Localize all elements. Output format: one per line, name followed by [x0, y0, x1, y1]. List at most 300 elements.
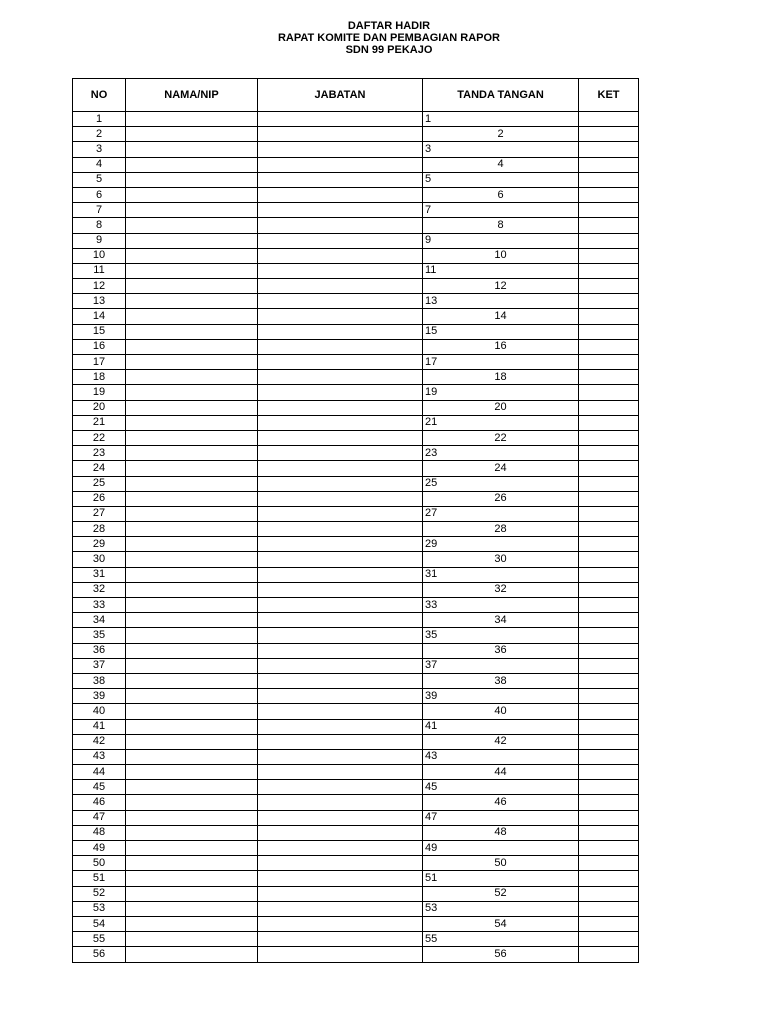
jabatan-cell[interactable] [258, 385, 423, 400]
jabatan-cell[interactable] [258, 355, 423, 370]
ket-cell[interactable] [579, 552, 639, 567]
ket-cell[interactable] [579, 795, 639, 810]
signature-cell[interactable] [423, 734, 579, 749]
signature-cell[interactable] [423, 491, 579, 506]
signature-cell[interactable] [423, 825, 579, 840]
nama-nip-cell[interactable] [126, 871, 258, 886]
signature-cell[interactable] [423, 127, 579, 142]
jabatan-cell[interactable] [258, 309, 423, 324]
signature-cell[interactable] [423, 537, 579, 552]
ket-cell[interactable] [579, 279, 639, 294]
ket-cell[interactable] [579, 491, 639, 506]
jabatan-cell[interactable] [258, 780, 423, 795]
table-row [73, 704, 639, 719]
table-row [73, 446, 639, 461]
nama-nip-cell[interactable] [126, 187, 258, 202]
nama-nip-cell[interactable] [126, 886, 258, 901]
signature-slot-number: 55 [425, 932, 438, 945]
signature-cell[interactable] [423, 370, 579, 385]
ket-cell[interactable] [579, 643, 639, 658]
table-header-row [73, 79, 639, 112]
jabatan-cell[interactable] [258, 506, 423, 521]
table-row [73, 112, 639, 127]
table-row [73, 856, 639, 871]
nama-nip-cell[interactable] [126, 461, 258, 476]
jabatan-cell[interactable] [258, 795, 423, 810]
signature-slot-number: 25 [425, 477, 438, 490]
nama-nip-cell[interactable] [126, 309, 258, 324]
jabatan-cell[interactable] [258, 112, 423, 127]
ket-cell[interactable] [579, 294, 639, 309]
signature-slot-number: 41 [425, 720, 438, 733]
nama-nip-cell[interactable] [126, 613, 258, 628]
ket-cell[interactable] [579, 734, 639, 749]
row-number: 56 [73, 947, 126, 962]
signature-cell[interactable] [423, 749, 579, 764]
row-number: 8 [73, 218, 126, 233]
row-number: 6 [73, 187, 126, 202]
signature-cell[interactable] [423, 324, 579, 339]
table-row [73, 673, 639, 688]
ket-cell[interactable] [579, 355, 639, 370]
nama-nip-cell[interactable] [126, 157, 258, 172]
jabatan-cell[interactable] [258, 537, 423, 552]
title-line-1: DAFTAR HADIR [347, 20, 431, 32]
row-number: 44 [73, 765, 126, 780]
ket-cell[interactable] [579, 370, 639, 385]
signature-cell[interactable] [423, 871, 579, 886]
signature-cell[interactable] [423, 552, 579, 567]
jabatan-cell[interactable] [258, 491, 423, 506]
signature-slot-number: 52 [494, 887, 507, 900]
table-row [73, 400, 639, 415]
row-number: 25 [73, 476, 126, 491]
nama-nip-cell[interactable] [126, 491, 258, 506]
ket-cell[interactable] [579, 127, 639, 142]
signature-cell[interactable] [423, 172, 579, 187]
signature-slot-number: 45 [425, 780, 438, 793]
signature-cell[interactable] [423, 400, 579, 415]
jabatan-cell[interactable] [258, 841, 423, 856]
table-row [73, 339, 639, 354]
column-header-tanda-tangan: TANDA TANGAN [423, 79, 579, 112]
signature-cell[interactable] [423, 218, 579, 233]
ket-cell[interactable] [579, 506, 639, 521]
ket-cell[interactable] [579, 476, 639, 491]
table-row [73, 142, 639, 157]
nama-nip-cell[interactable] [126, 446, 258, 461]
jabatan-cell[interactable] [258, 734, 423, 749]
jabatan-cell[interactable] [258, 567, 423, 582]
ket-cell[interactable] [579, 446, 639, 461]
ket-cell[interactable] [579, 415, 639, 430]
table-row [73, 263, 639, 278]
jabatan-cell[interactable] [258, 157, 423, 172]
signature-cell[interactable] [423, 294, 579, 309]
row-number: 30 [73, 552, 126, 567]
row-number: 10 [73, 248, 126, 263]
ket-cell[interactable] [579, 689, 639, 704]
signature-cell[interactable] [423, 157, 579, 172]
table-row [73, 825, 639, 840]
ket-cell[interactable] [579, 841, 639, 856]
nama-nip-cell[interactable] [126, 856, 258, 871]
signature-cell[interactable] [423, 658, 579, 673]
ket-cell[interactable] [579, 157, 639, 172]
signature-cell[interactable] [423, 947, 579, 962]
jabatan-cell[interactable] [258, 172, 423, 187]
table-row [73, 886, 639, 901]
signature-cell[interactable] [423, 430, 579, 445]
row-number: 2 [73, 127, 126, 142]
nama-nip-cell[interactable] [126, 430, 258, 445]
jabatan-cell[interactable] [258, 871, 423, 886]
nama-nip-cell[interactable] [126, 947, 258, 962]
ket-cell[interactable] [579, 704, 639, 719]
nama-nip-cell[interactable] [126, 415, 258, 430]
nama-nip-cell[interactable] [126, 734, 258, 749]
ket-cell[interactable] [579, 567, 639, 582]
jabatan-cell[interactable] [258, 430, 423, 445]
signature-slot-number: 5 [425, 173, 432, 186]
nama-nip-cell[interactable] [126, 537, 258, 552]
ket-cell[interactable] [579, 613, 639, 628]
row-number: 51 [73, 871, 126, 886]
signature-cell[interactable] [423, 841, 579, 856]
signature-slot-number: 39 [425, 689, 438, 702]
signature-cell[interactable] [423, 248, 579, 263]
signature-cell[interactable] [423, 643, 579, 658]
row-number: 4 [73, 157, 126, 172]
signature-cell[interactable] [423, 187, 579, 202]
table-row [73, 218, 639, 233]
signature-cell[interactable] [423, 795, 579, 810]
jabatan-cell[interactable] [258, 643, 423, 658]
nama-nip-cell[interactable] [126, 506, 258, 521]
signature-cell[interactable] [423, 916, 579, 931]
jabatan-cell[interactable] [258, 598, 423, 613]
nama-nip-cell[interactable] [126, 673, 258, 688]
table-row [73, 932, 639, 947]
signature-cell[interactable] [423, 673, 579, 688]
signature-cell[interactable] [423, 355, 579, 370]
jabatan-cell[interactable] [258, 749, 423, 764]
signature-slot-number: 3 [425, 142, 432, 155]
ket-cell[interactable] [579, 901, 639, 916]
row-number: 31 [73, 567, 126, 582]
row-number: 29 [73, 537, 126, 552]
row-number: 7 [73, 203, 126, 218]
jabatan-cell[interactable] [258, 446, 423, 461]
nama-nip-cell[interactable] [126, 355, 258, 370]
ket-cell[interactable] [579, 719, 639, 734]
column-header-jabatan: JABATAN [258, 79, 423, 112]
jabatan-cell[interactable] [258, 370, 423, 385]
ket-cell[interactable] [579, 628, 639, 643]
signature-cell[interactable] [423, 901, 579, 916]
signature-slot-number: 26 [494, 492, 507, 505]
jabatan-cell[interactable] [258, 719, 423, 734]
row-number: 47 [73, 810, 126, 825]
nama-nip-cell[interactable] [126, 810, 258, 825]
ket-cell[interactable] [579, 218, 639, 233]
nama-nip-cell[interactable] [126, 552, 258, 567]
nama-nip-cell[interactable] [126, 218, 258, 233]
signature-cell[interactable] [423, 780, 579, 795]
signature-slot-number: 11 [425, 264, 437, 277]
jabatan-cell[interactable] [258, 218, 423, 233]
nama-nip-cell[interactable] [126, 765, 258, 780]
nama-nip-cell[interactable] [126, 476, 258, 491]
jabatan-cell[interactable] [258, 461, 423, 476]
nama-nip-cell[interactable] [126, 582, 258, 597]
row-number: 19 [73, 385, 126, 400]
ket-cell[interactable] [579, 187, 639, 202]
signature-cell[interactable] [423, 263, 579, 278]
signature-cell[interactable] [423, 856, 579, 871]
nama-nip-cell[interactable] [126, 749, 258, 764]
ket-cell[interactable] [579, 886, 639, 901]
ket-cell[interactable] [579, 825, 639, 840]
ket-cell[interactable] [579, 339, 639, 354]
jabatan-cell[interactable] [258, 522, 423, 537]
nama-nip-cell[interactable] [126, 400, 258, 415]
signature-cell[interactable] [423, 142, 579, 157]
ket-cell[interactable] [579, 749, 639, 764]
nama-nip-cell[interactable] [126, 598, 258, 613]
ket-cell[interactable] [579, 598, 639, 613]
jabatan-cell[interactable] [258, 916, 423, 931]
signature-cell[interactable] [423, 598, 579, 613]
nama-nip-cell[interactable] [126, 689, 258, 704]
nama-nip-cell[interactable] [126, 324, 258, 339]
row-number: 45 [73, 780, 126, 795]
column-header-nama: NAMA/NIP [126, 79, 258, 112]
signature-slot-number: 51 [425, 871, 438, 884]
signature-slot-number: 54 [494, 917, 507, 930]
ket-cell[interactable] [579, 385, 639, 400]
signature-cell[interactable] [423, 765, 579, 780]
table-row [73, 734, 639, 749]
jabatan-cell[interactable] [258, 552, 423, 567]
signature-slot-number: 24 [494, 461, 507, 474]
ket-cell[interactable] [579, 324, 639, 339]
nama-nip-cell[interactable] [126, 628, 258, 643]
jabatan-cell[interactable] [258, 613, 423, 628]
ket-cell[interactable] [579, 309, 639, 324]
jabatan-cell[interactable] [258, 187, 423, 202]
row-number: 53 [73, 901, 126, 916]
nama-nip-cell[interactable] [126, 916, 258, 931]
signature-cell[interactable] [423, 522, 579, 537]
row-number: 21 [73, 415, 126, 430]
row-number: 41 [73, 719, 126, 734]
jabatan-cell[interactable] [258, 856, 423, 871]
signature-slot-number: 34 [494, 613, 507, 626]
ket-cell[interactable] [579, 430, 639, 445]
ket-cell[interactable] [579, 916, 639, 931]
signature-slot-number: 22 [494, 431, 507, 444]
nama-nip-cell[interactable] [126, 704, 258, 719]
ket-cell[interactable] [579, 856, 639, 871]
jabatan-cell[interactable] [258, 142, 423, 157]
nama-nip-cell[interactable] [126, 203, 258, 218]
row-number: 32 [73, 582, 126, 597]
table-row [73, 658, 639, 673]
signature-slot-number: 7 [425, 203, 432, 216]
signature-cell[interactable] [423, 886, 579, 901]
ket-cell[interactable] [579, 582, 639, 597]
signature-cell[interactable] [423, 279, 579, 294]
ket-cell[interactable] [579, 780, 639, 795]
jabatan-cell[interactable] [258, 294, 423, 309]
attendance-table [72, 78, 639, 963]
nama-nip-cell[interactable] [126, 643, 258, 658]
jabatan-cell[interactable] [258, 886, 423, 901]
ket-cell[interactable] [579, 461, 639, 476]
ket-cell[interactable] [579, 765, 639, 780]
nama-nip-cell[interactable] [126, 901, 258, 916]
signature-cell[interactable] [423, 233, 579, 248]
ket-cell[interactable] [579, 871, 639, 886]
jabatan-cell[interactable] [258, 901, 423, 916]
nama-nip-cell[interactable] [126, 112, 258, 127]
jabatan-cell[interactable] [258, 324, 423, 339]
table-row [73, 506, 639, 521]
ket-cell[interactable] [579, 522, 639, 537]
jabatan-cell[interactable] [258, 673, 423, 688]
nama-nip-cell[interactable] [126, 233, 258, 248]
signature-cell[interactable] [423, 339, 579, 354]
jabatan-cell[interactable] [258, 810, 423, 825]
ket-cell[interactable] [579, 233, 639, 248]
nama-nip-cell[interactable] [126, 795, 258, 810]
ket-cell[interactable] [579, 112, 639, 127]
table-row [73, 810, 639, 825]
nama-nip-cell[interactable] [126, 172, 258, 187]
signature-cell[interactable] [423, 476, 579, 491]
column-header-no: NO [73, 79, 126, 112]
ket-cell[interactable] [579, 932, 639, 947]
jabatan-cell[interactable] [258, 400, 423, 415]
signature-cell[interactable] [423, 628, 579, 643]
signature-cell[interactable] [423, 203, 579, 218]
signature-cell[interactable] [423, 689, 579, 704]
row-number: 5 [73, 172, 126, 187]
jabatan-cell[interactable] [258, 658, 423, 673]
jabatan-cell[interactable] [258, 476, 423, 491]
ket-cell[interactable] [579, 658, 639, 673]
nama-nip-cell[interactable] [126, 719, 258, 734]
jabatan-cell[interactable] [258, 203, 423, 218]
signature-cell[interactable] [423, 446, 579, 461]
ket-cell[interactable] [579, 537, 639, 552]
jabatan-cell[interactable] [258, 628, 423, 643]
signature-cell[interactable] [423, 309, 579, 324]
nama-nip-cell[interactable] [126, 279, 258, 294]
row-number: 48 [73, 825, 126, 840]
jabatan-cell[interactable] [258, 689, 423, 704]
nama-nip-cell[interactable] [126, 825, 258, 840]
table-row [73, 749, 639, 764]
signature-slot-number: 42 [494, 735, 507, 748]
signature-cell[interactable] [423, 112, 579, 127]
signature-cell[interactable] [423, 506, 579, 521]
nama-nip-cell[interactable] [126, 370, 258, 385]
nama-nip-cell[interactable] [126, 142, 258, 157]
jabatan-cell[interactable] [258, 415, 423, 430]
nama-nip-cell[interactable] [126, 567, 258, 582]
signature-cell[interactable] [423, 932, 579, 947]
jabatan-cell[interactable] [258, 765, 423, 780]
jabatan-cell[interactable] [258, 947, 423, 962]
nama-nip-cell[interactable] [126, 339, 258, 354]
signature-cell[interactable] [423, 582, 579, 597]
ket-cell[interactable] [579, 947, 639, 962]
table-row [73, 689, 639, 704]
row-number: 54 [73, 916, 126, 931]
jabatan-cell[interactable] [258, 704, 423, 719]
signature-cell[interactable] [423, 385, 579, 400]
jabatan-cell[interactable] [258, 248, 423, 263]
ket-cell[interactable] [579, 172, 639, 187]
signature-slot-number: 47 [425, 811, 438, 824]
table-row [73, 947, 639, 962]
nama-nip-cell[interactable] [126, 841, 258, 856]
nama-nip-cell[interactable] [126, 127, 258, 142]
signature-cell[interactable] [423, 613, 579, 628]
jabatan-cell[interactable] [258, 825, 423, 840]
nama-nip-cell[interactable] [126, 248, 258, 263]
jabatan-cell[interactable] [258, 127, 423, 142]
ket-cell[interactable] [579, 142, 639, 157]
ket-cell[interactable] [579, 263, 639, 278]
signature-cell[interactable] [423, 461, 579, 476]
jabatan-cell[interactable] [258, 932, 423, 947]
jabatan-cell[interactable] [258, 582, 423, 597]
signature-slot-number: 23 [425, 446, 438, 459]
row-number: 28 [73, 522, 126, 537]
nama-nip-cell[interactable] [126, 658, 258, 673]
signature-cell[interactable] [423, 567, 579, 582]
jabatan-cell[interactable] [258, 263, 423, 278]
row-number: 37 [73, 658, 126, 673]
row-number: 52 [73, 886, 126, 901]
signature-cell[interactable] [423, 810, 579, 825]
nama-nip-cell[interactable] [126, 263, 258, 278]
signature-cell[interactable] [423, 704, 579, 719]
jabatan-cell[interactable] [258, 233, 423, 248]
jabatan-cell[interactable] [258, 279, 423, 294]
ket-cell[interactable] [579, 810, 639, 825]
ket-cell[interactable] [579, 673, 639, 688]
signature-slot-number: 14 [494, 310, 507, 323]
nama-nip-cell[interactable] [126, 932, 258, 947]
signature-slot-number: 4 [497, 158, 504, 171]
table-row [73, 233, 639, 248]
signature-slot-number: 49 [425, 841, 438, 854]
ket-cell[interactable] [579, 400, 639, 415]
ket-cell[interactable] [579, 248, 639, 263]
ket-cell[interactable] [579, 203, 639, 218]
nama-nip-cell[interactable] [126, 385, 258, 400]
jabatan-cell[interactable] [258, 339, 423, 354]
signature-cell[interactable] [423, 415, 579, 430]
nama-nip-cell[interactable] [126, 522, 258, 537]
nama-nip-cell[interactable] [126, 294, 258, 309]
signature-cell[interactable] [423, 719, 579, 734]
nama-nip-cell[interactable] [126, 780, 258, 795]
